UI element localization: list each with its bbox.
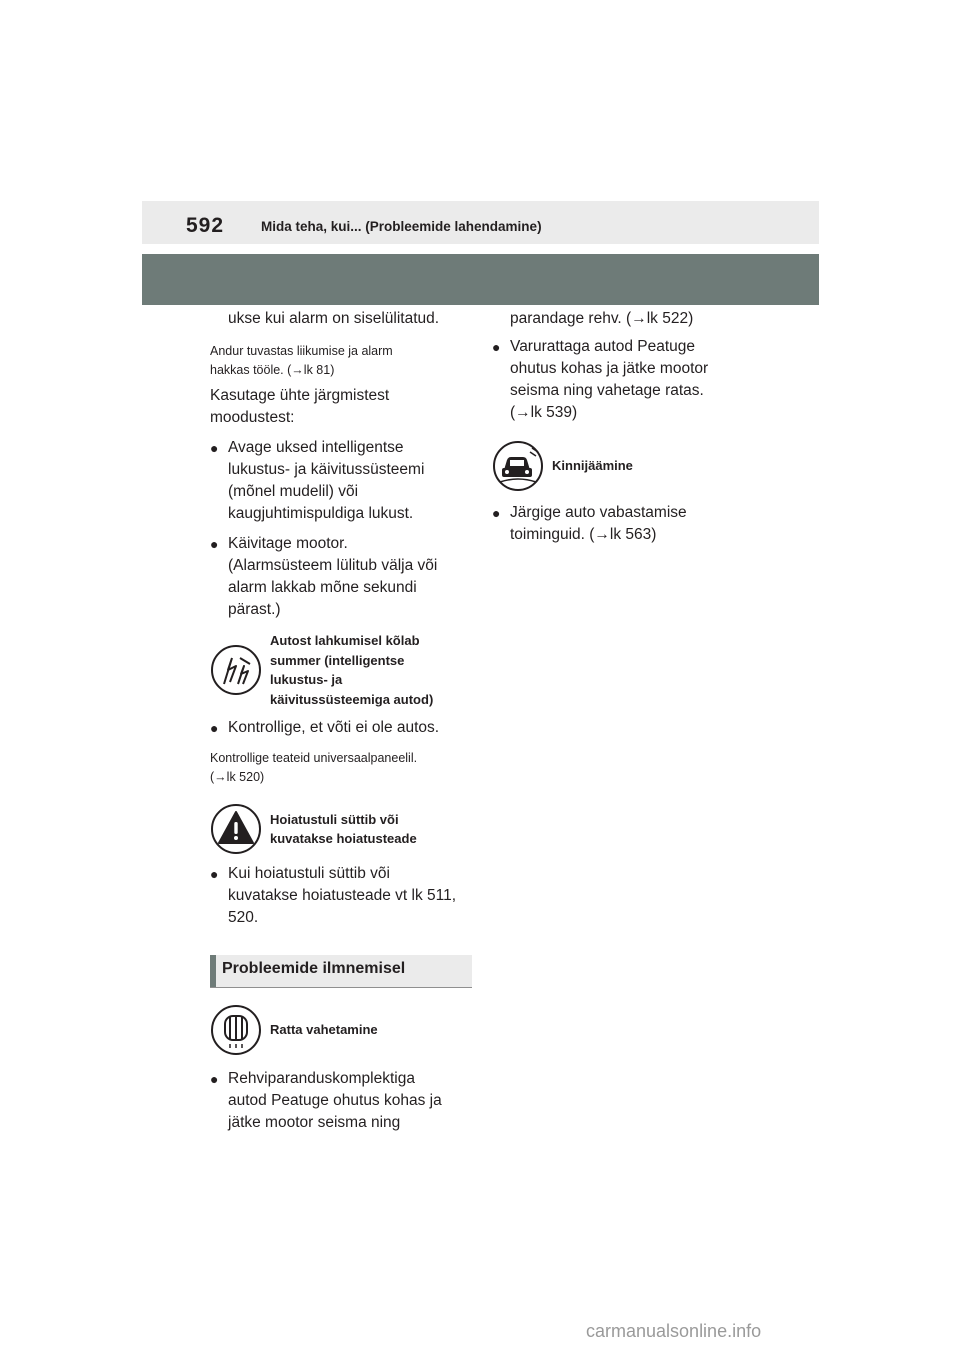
note-text: Andur tuvastas liikumise ja alarm hakkas tööle. (→lk 81) (210, 344, 393, 377)
list-item: ● Järgige auto vabastamise toiminguid. (→lk 563) (492, 504, 687, 543)
warning-icon (210, 803, 262, 855)
section-accent-bar (210, 955, 216, 987)
header-band (142, 254, 819, 305)
list-item: ● Kontrollige, et võti ei ole autos. (210, 717, 472, 739)
bullet-icon: ● (210, 440, 219, 456)
section-heading (210, 955, 472, 988)
bullet-icon: ● (210, 866, 219, 882)
list-item: ● Varurattaga autod Peatuge ohutus kohas ja jätke mootor seisma ning vahetage ratas. (→lk 539) (492, 338, 709, 421)
bullet-icon: ● (210, 1071, 219, 1087)
page-number: 592 (186, 214, 225, 237)
stuck-car-icon (492, 440, 544, 492)
bullet-icon: ● (210, 536, 219, 552)
electric-shock-icon (210, 644, 262, 696)
list-item: ● Käivitage mootor. (Alarmsüsteem lülitub välja või alarm lakkab mõne sekundi pärast.) (210, 535, 438, 618)
note-text: Kontrollige teateid universaalpaneelil. (→lk 520) (210, 751, 418, 784)
left-column (210, 308, 472, 1134)
right-column (492, 308, 754, 546)
icon-heading-buzzer (210, 631, 472, 709)
continued-text: ukse kui alarm on siselülitatud. (228, 310, 440, 327)
icon-label: Kinnijäämine (552, 458, 633, 474)
bullet-icon: ● (210, 720, 219, 736)
icon-label: Hoiatustuli süttib või kuvatakse hoiatusteade (270, 811, 417, 846)
list-item: ● Kui hoiatustuli süttib või kuvatakse hoiatusteade vt lk 511, 520. (210, 865, 457, 926)
list-item: ● Avage uksed intelligentse lukustus- ja käivitussüsteemi (mõnel mudelil) või kaugjuhtimispuldiga lukust. (210, 439, 425, 522)
intro-text: Kasutage ühte järgmistest moodustest: (210, 387, 390, 426)
bullet-icon: ● (492, 505, 501, 521)
icon-heading-warning (210, 803, 472, 855)
bullet-icon: ● (492, 339, 501, 355)
icon-heading-stuck (492, 440, 754, 492)
page-header-title: Mida teha, kui... (Probleemide lahendamine) (261, 219, 542, 234)
continued-text: parandage rehv. (→lk 522) (510, 310, 694, 327)
list-item: ● Rehviparanduskomplektiga autod Peatuge ohutus kohas ja jätke mootor seisma ning (210, 1070, 442, 1131)
watermark-text: carmanualsonline.info (586, 1321, 762, 1341)
icon-label: Autost lahkumisel kõlab summer (intelligentse lukustus- ja käivitussüsteemiga autod) (270, 633, 434, 707)
icon-heading-tire (210, 1004, 472, 1056)
icon-label: Ratta vahetamine (270, 1022, 378, 1038)
section-title: Probleemide ilmnemisel (222, 960, 406, 977)
tire-icon (210, 1004, 262, 1056)
